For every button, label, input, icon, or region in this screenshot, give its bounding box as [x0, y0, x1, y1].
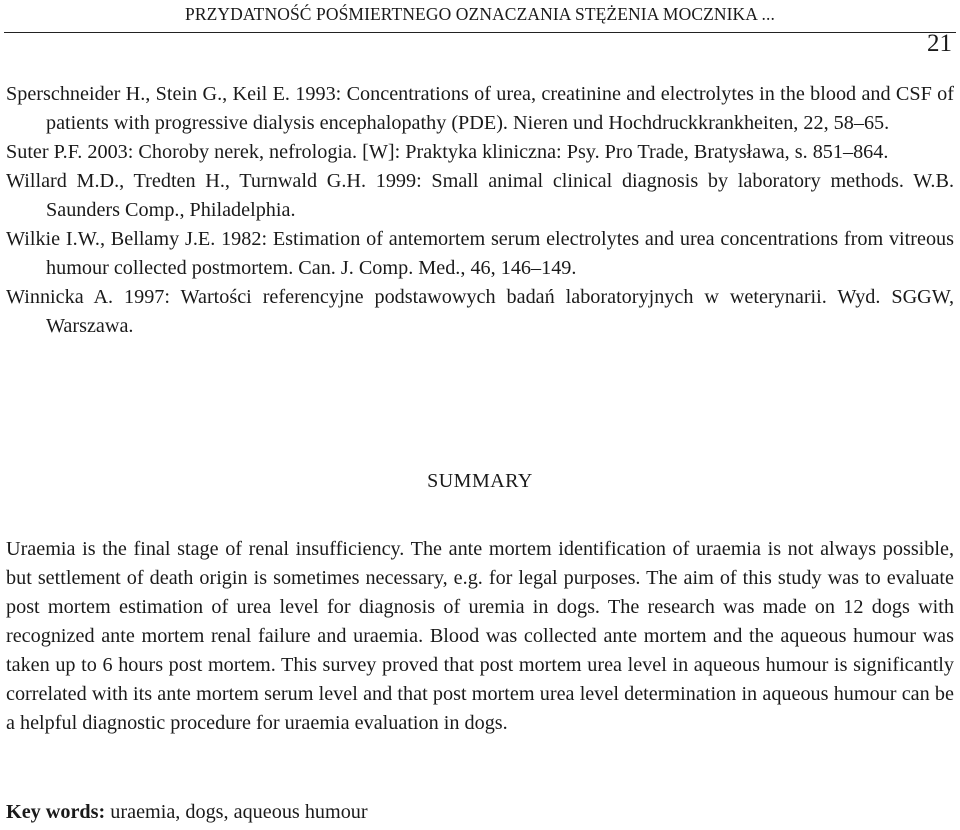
summary-paragraph: Uraemia is the final stage of renal insufficiency. The ante mortem identification of uraemia is not always possible, but settlement of death origin is sometimes necessary, e.g. for legal purposes. The aim of this study was to evaluate post mortem estimation of urea level for diagnosis of uremia in dogs. The research was made on 12 dogs with recognized ante mortem renal failure and uraemia. Blood was collected ante mortem and the aqueous humour was taken up to 6 hours post mortem. This survey proved that post mortem urea level in aqueous humour is significantly correlated with its ante mortem serum level and that post mortem urea level determination in aqueous humour can be a helpful diagnostic procedure for uraemia evaluation in dogs.	[6, 538, 954, 734]
reference-item: Suter P.F. 2003: Choroby nerek, nefrologia. [W]: Praktyka kliniczna: Psy. Pro Trade, Bratysława, s. 851–864.	[6, 141, 889, 163]
running-head-title: PRZYDATNOŚĆ POŚMIERTNEGO OZNACZANIA STĘŻENIA MOCZNIKA ...	[185, 4, 775, 24]
header-divider	[4, 32, 956, 33]
reference-item: Winnicka A. 1997: Wartości referencyjne podstawowych badań laboratoryjnych w weterynarii. Wyd. SGGW, Warszawa.	[6, 286, 954, 337]
keywords-value: uraemia, dogs, aqueous humour	[105, 801, 368, 823]
keywords-label: Key words:	[6, 801, 106, 823]
reference-item: Willard M.D., Tredten H., Turnwald G.H. 1999: Small animal clinical diagnosis by laboratory methods. W.B. Saunders Comp., Philadelphia.	[6, 170, 954, 221]
page-number: 21	[927, 30, 952, 57]
summary-heading: SUMMARY	[427, 470, 533, 492]
reference-list	[6, 80, 954, 341]
reference-item: Sperschneider H., Stein G., Keil E. 1993: Concentrations of urea, creatinine and electrolytes in the blood and CSF of patients with progressive dialysis encephalopathy (PDE). Nieren und Hochdruckkrankheiten, 22, 58–65.	[6, 83, 954, 134]
keywords-line	[6, 798, 368, 827]
reference-item: Wilkie I.W., Bellamy J.E. 1982: Estimation of antemortem serum electrolytes and urea concentrations from vitreous humour collected postmortem. Can. J. Comp. Med., 46, 146–149.	[6, 228, 954, 279]
